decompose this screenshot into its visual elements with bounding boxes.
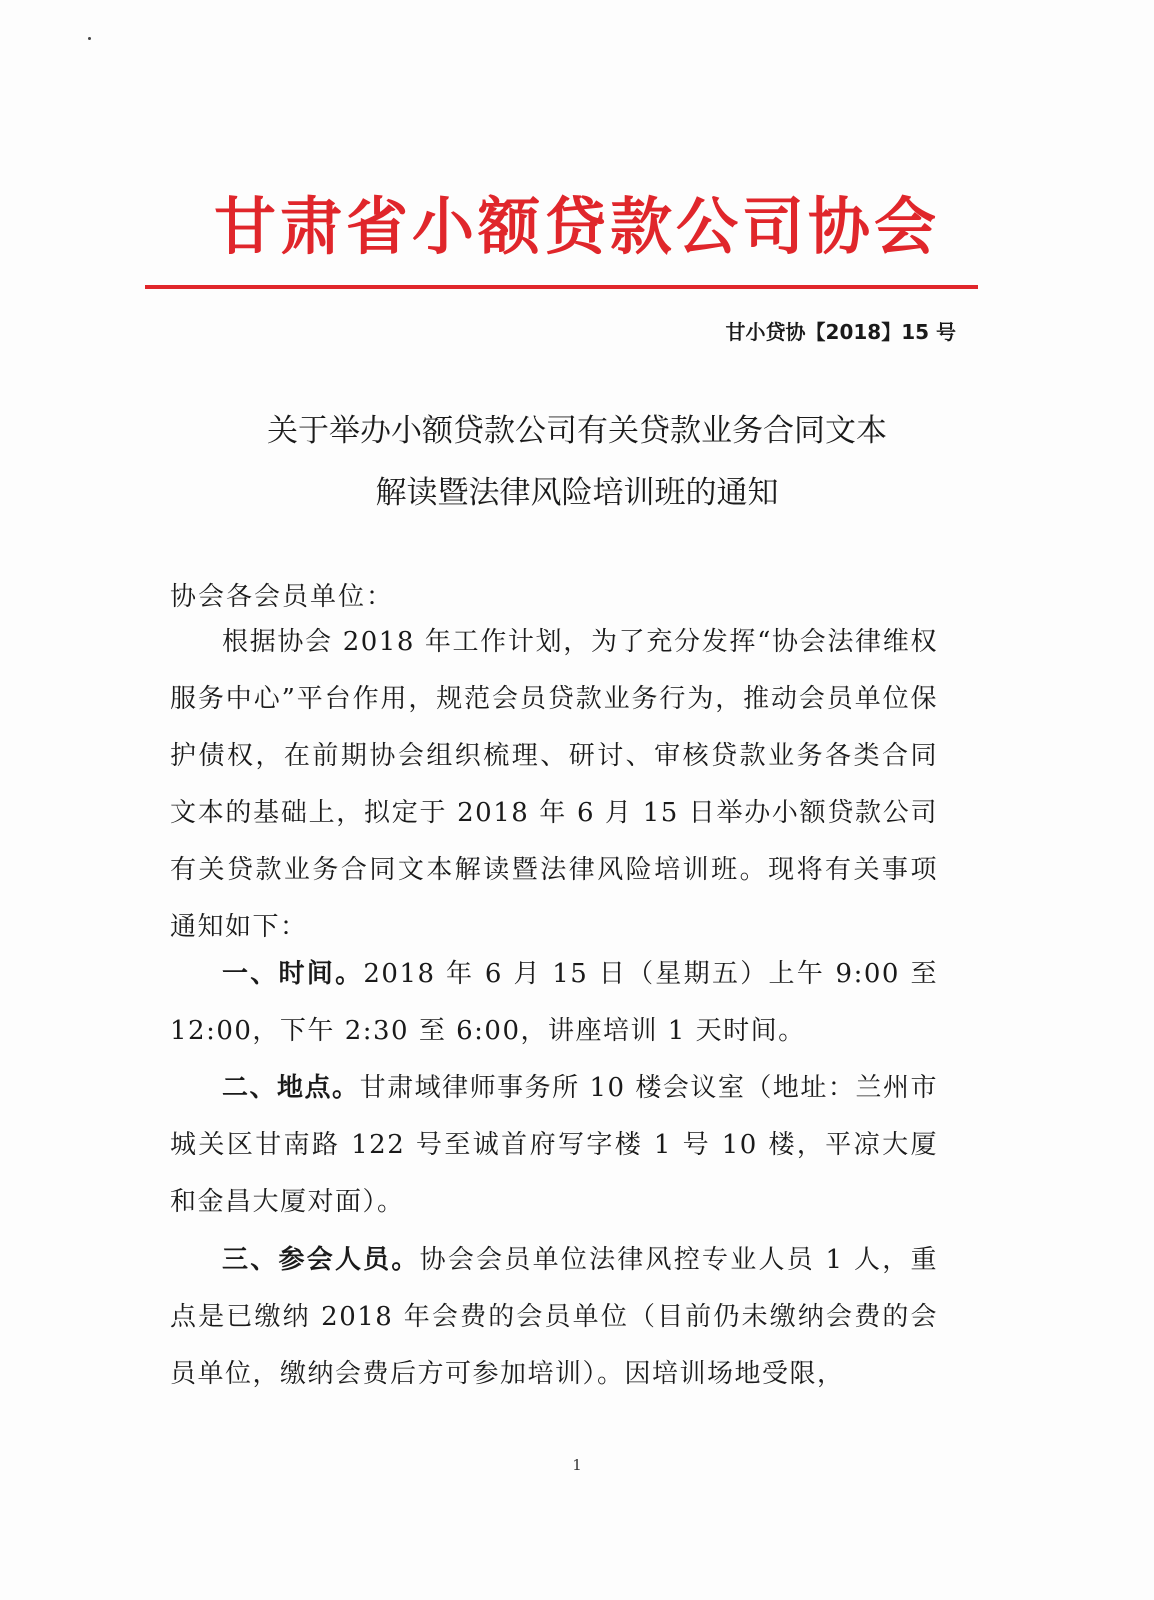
- section-lead: 三、参会人员。: [222, 1245, 420, 1275]
- header-red-rule: [145, 285, 978, 289]
- notice-title: [0, 400, 1154, 524]
- section-lead: 一、时间。: [222, 959, 364, 989]
- section-location: [170, 1060, 938, 1231]
- notice-title-line-2: 解读暨法律风险培训班的通知: [375, 475, 779, 511]
- section-text: 甘肃域律师事务所 10 楼会议室（地址：兰州市城关区甘南路 122 号至诚首府写字楼 1 号 10 楼，平凉大厦和金昌大厦对面）。: [170, 1073, 938, 1217]
- section-text: 协会会员单位法律风控专业人员 1 人，重点是已缴纳 2018 年会费的会员单位（目前仍未缴纳会费的会员单位，缴纳会费后方可参加培训）。因培训场地受限，: [170, 1245, 938, 1389]
- section-paragraph: [170, 1060, 938, 1231]
- section-text: 2018 年 6 月 15 日（星期五）上午 9:00 至 12:00，下午 2:30 至 6:00，讲座培训 1 天时间。: [170, 959, 938, 1046]
- notice-title-line-1: 关于举办小额贷款公司有关贷款业务合同文本: [267, 413, 887, 449]
- organization-header-title: 甘肃省小额贷款公司协会: [213, 190, 940, 263]
- section-lead: 二、地点。: [222, 1073, 360, 1103]
- page-number: 1: [572, 1456, 582, 1474]
- document-number: 甘小贷协【2018】15 号: [725, 320, 956, 344]
- section-time: [170, 946, 938, 1060]
- section-paragraph: [170, 1232, 938, 1403]
- section-paragraph: [170, 946, 938, 1060]
- section-attendees: [170, 1232, 938, 1403]
- scan-speck: [88, 37, 91, 40]
- intro-paragraph-block: [170, 614, 938, 956]
- intro-paragraph: 根据协会 2018 年工作计划，为了充分发挥“协会法律维权服务中心”平台作用，规范会员贷款业务行为，推动会员单位保护债权，在前期协会组织梳理、研讨、审核贷款业务各类合同文本的基础上，拟定于 2018 年 6 月 15 日举办小额贷款公司有关贷款业务合同文本解读暨法律风险培训班。现将有关事项通知如下：: [170, 627, 938, 942]
- salutation: 协会各会员单位：: [170, 582, 395, 612]
